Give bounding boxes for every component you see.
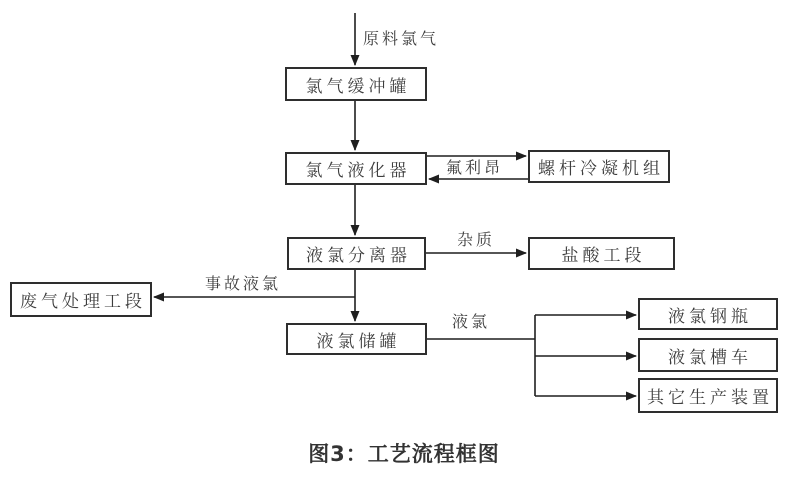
node-screw-condensing-unit: 螺杆冷凝机组	[528, 150, 670, 183]
node-hydrochloric-acid-section: 盐酸工段	[528, 237, 675, 270]
edge-label-impurities: 杂质	[457, 230, 496, 249]
node-liquid-chlorine-storage-tank: 液氯储罐	[286, 323, 427, 355]
node-chlorine-buffer-tank: 氯气缓冲罐	[285, 67, 427, 101]
node-liquid-chlorine-cylinder: 液氯钢瓶	[638, 298, 778, 330]
node-liquid-chlorine-separator: 液氯分离器	[287, 237, 426, 270]
node-other-production-devices: 其它生产装置	[638, 378, 778, 413]
node-waste-gas-treatment-section: 废气处理工段	[10, 282, 152, 317]
edge-label-raw-chlorine-gas: 原料氯气	[363, 29, 440, 48]
figure-caption: 图3：工艺流程框图	[308, 442, 500, 466]
edge-label-liquid-chlorine: 液氯	[452, 312, 491, 331]
node-liquid-chlorine-tank-truck: 液氯槽车	[638, 338, 778, 372]
node-chlorine-liquefier: 氯气液化器	[285, 152, 427, 185]
edge-label-accident-liquid-chlorine: 事故液氯	[205, 274, 282, 293]
edge-label-freon: 氟利昂	[446, 158, 504, 177]
